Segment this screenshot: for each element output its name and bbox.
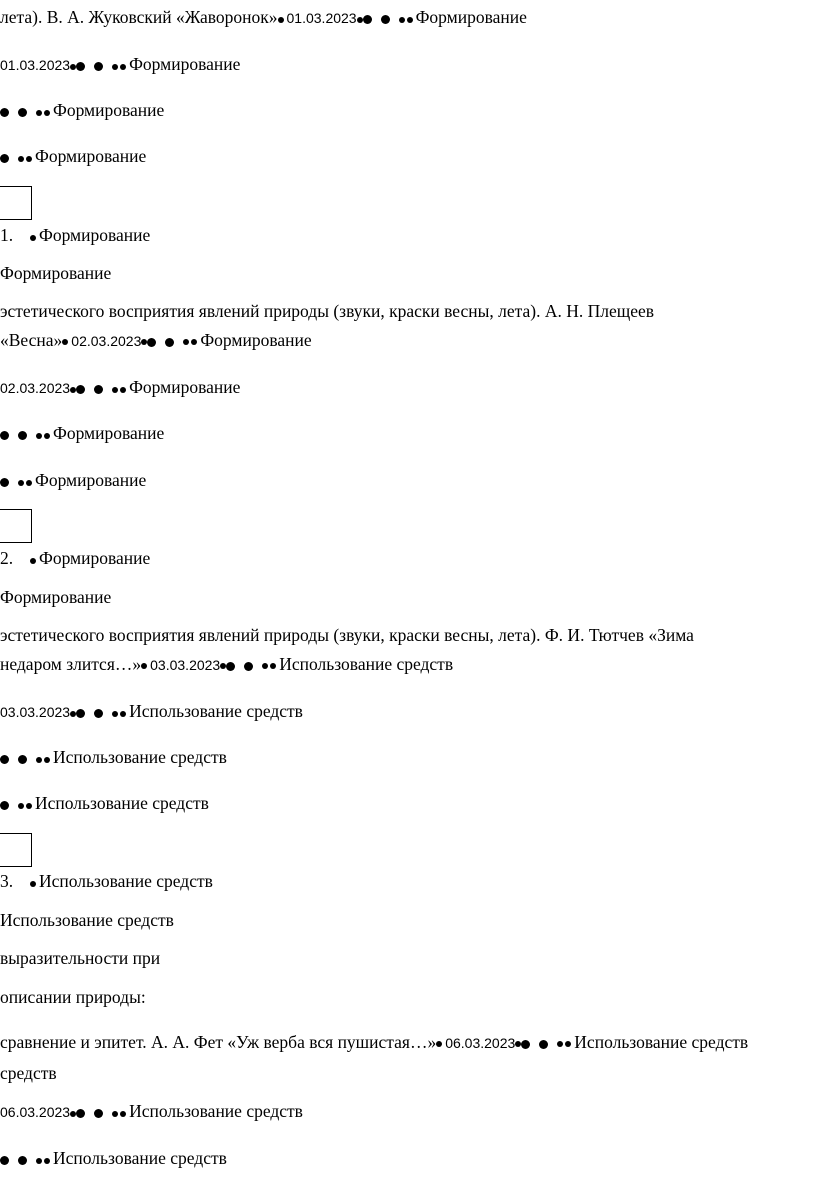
bullet-group-icon — [70, 701, 126, 723]
paragraph — [0, 621, 800, 681]
bullet-icon — [141, 650, 147, 679]
text: средств — [0, 1063, 57, 1084]
bullet-group-icon — [0, 470, 32, 492]
text: Формирование — [53, 100, 165, 120]
date: 03.03.2023 — [150, 657, 221, 673]
date: 06.03.2023 — [445, 1035, 516, 1051]
item-number: 1. — [0, 225, 14, 245]
table-cell-box — [0, 509, 32, 543]
bullet-group-icon — [0, 747, 50, 769]
text-line — [0, 99, 164, 124]
text: Формирование — [0, 263, 112, 283]
bullet-group-icon — [0, 1148, 50, 1170]
bullet-group-icon — [0, 423, 50, 445]
text-line — [0, 792, 209, 817]
text-line — [0, 986, 146, 1008]
list-item — [0, 547, 150, 572]
text: сравнение и эпитет. А. А. Фет «Уж верба вся пушистая…» — [0, 1032, 437, 1052]
bullet-icon — [30, 548, 36, 570]
bullet-group-icon — [0, 146, 32, 168]
item-number: 2. — [0, 548, 14, 568]
text: недаром злится…» — [0, 654, 142, 674]
text-line — [0, 909, 174, 931]
text: Использование средств — [129, 701, 303, 721]
text: лета). В. А. Жуковский «Жаворонок» — [0, 7, 278, 27]
date: 01.03.2023 — [286, 10, 357, 26]
text: Формирование — [0, 587, 112, 607]
text: Использование средств — [279, 654, 454, 674]
text: Формирование — [53, 423, 165, 443]
text-line — [0, 1147, 227, 1172]
text: Использование средств — [0, 910, 174, 930]
bullet-group-icon — [141, 326, 197, 355]
bullet-group-icon — [220, 650, 276, 679]
text: эстетического восприятия явлений природы (звуки, краски весны, лета). Ф. И. Тютчев «Зима — [0, 625, 694, 645]
list-item — [0, 870, 213, 895]
text: Формирование — [415, 7, 527, 27]
text: «Весна» — [0, 330, 63, 350]
text: Использование средств — [39, 871, 213, 891]
bullet-group-icon — [357, 7, 413, 29]
bullet-group-icon — [70, 377, 126, 399]
text-line — [0, 145, 146, 170]
text-line — [0, 469, 146, 494]
text-line — [0, 700, 303, 725]
date: 02.03.2023 — [71, 333, 142, 349]
text: Формирование — [35, 146, 147, 166]
paragraph — [0, 297, 800, 357]
date: 02.03.2023 — [0, 380, 71, 396]
text-line — [0, 746, 227, 771]
text: эстетического восприятия явлений природы (звуки, краски весны, лета). А. Н. Плещеев — [0, 301, 655, 321]
text: Использование средств — [53, 1148, 227, 1168]
text: Использование средств — [53, 747, 227, 767]
text-line — [0, 586, 111, 608]
text: Формирование — [129, 377, 241, 397]
bullet-icon — [436, 1028, 442, 1057]
bullet-group-icon — [0, 100, 50, 122]
date: 01.03.2023 — [0, 57, 71, 73]
date: 06.03.2023 — [0, 1104, 71, 1120]
text-line — [0, 262, 111, 284]
bullet-icon — [62, 326, 68, 355]
bullet-icon — [30, 225, 36, 247]
text: Использование средств — [35, 793, 209, 813]
date: 03.03.2023 — [0, 704, 71, 720]
table-cell-box — [0, 833, 32, 867]
text: выразительности при — [0, 948, 161, 968]
paragraph — [0, 1028, 800, 1088]
text-line — [0, 53, 240, 78]
text-line — [0, 1100, 303, 1125]
table-cell-box — [0, 186, 32, 220]
bullet-group-icon — [0, 793, 32, 815]
bullet-group-icon — [70, 54, 126, 76]
bullet-group-icon — [515, 1028, 571, 1057]
text: Использование средств — [574, 1032, 749, 1052]
text: описании природы: — [0, 987, 146, 1007]
text: Формирование — [39, 548, 151, 568]
text: Формирование — [200, 330, 312, 350]
text-line — [0, 422, 164, 447]
item-number: 3. — [0, 871, 14, 891]
text: Формирование — [39, 225, 151, 245]
bullet-icon — [278, 7, 284, 29]
bullet-icon — [30, 871, 36, 893]
list-item — [0, 224, 150, 249]
text-line — [0, 376, 240, 401]
text-line — [0, 6, 527, 31]
text: Использование средств — [129, 1101, 303, 1121]
text: Формирование — [35, 470, 147, 490]
text-line — [0, 947, 160, 969]
bullet-group-icon — [70, 1101, 126, 1123]
text: Формирование — [129, 54, 241, 74]
